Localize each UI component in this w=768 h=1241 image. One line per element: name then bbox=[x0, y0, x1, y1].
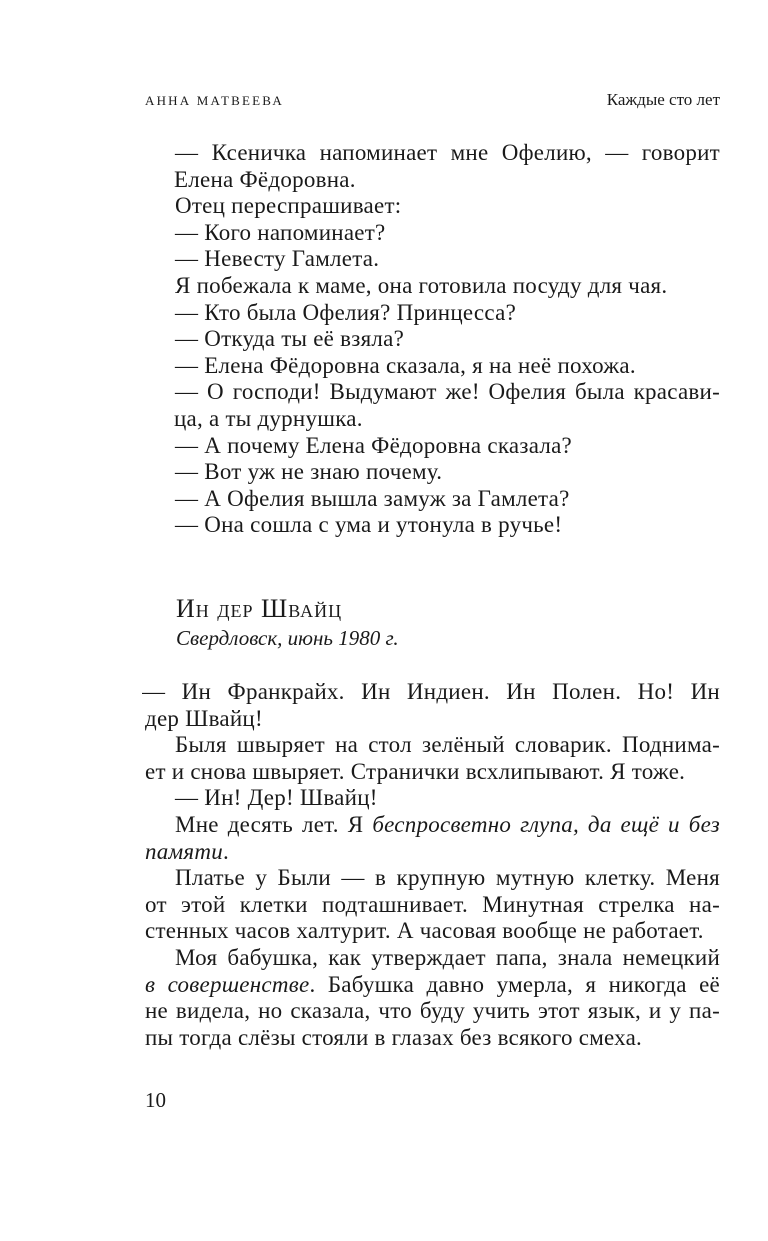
text-run: от этой клетки подташнивает. Минутная стрелка на- bbox=[145, 891, 720, 917]
text-run: — Кого напоминает? bbox=[175, 219, 386, 245]
text-run: . bbox=[222, 838, 229, 864]
text-line bbox=[145, 892, 720, 919]
text-run: . Бабушка давно умерла, я никогда её bbox=[309, 971, 720, 997]
text-run: — А Офелия вышла замуж за Гамлета? bbox=[175, 485, 570, 511]
italic-text: памяти bbox=[145, 838, 223, 864]
text-run: — Откуда ты её взяла? bbox=[175, 326, 405, 352]
text-line bbox=[145, 759, 720, 786]
chapter-title: Ин дер Швайц bbox=[176, 594, 343, 623]
text-run: — Кто была Офелия? Принцесса? bbox=[175, 299, 517, 325]
text-run: Моя бабушка, как утверждает папа, знала немецкий bbox=[175, 944, 720, 970]
text-line bbox=[174, 486, 720, 513]
text-run: Быля швыряет на стол зелёный словарик. Поднима- bbox=[175, 732, 720, 758]
text-run: — Елена Фёдоровна сказала, я на неё похожа. bbox=[175, 352, 636, 378]
text-run: Елена Фёдоровна. bbox=[174, 166, 356, 192]
text-line bbox=[145, 998, 720, 1025]
text-line bbox=[174, 220, 720, 247]
running-head-author: АННА МАТВЕЕВА bbox=[145, 93, 284, 108]
text-line bbox=[145, 785, 720, 812]
text-line bbox=[145, 972, 720, 999]
text-line bbox=[145, 812, 720, 839]
page-number: 10 bbox=[145, 1088, 166, 1112]
text-section-chapter-body bbox=[142, 679, 720, 1051]
text-line bbox=[174, 353, 720, 380]
text-line bbox=[174, 246, 720, 273]
text-run: — Ксеничка напоминает мне Офелию, — говорит bbox=[175, 140, 720, 165]
text-run: не видела, но сказала, что буду учить этот язык, и у па- bbox=[145, 998, 720, 1024]
text-line bbox=[145, 839, 720, 866]
text-run: — Вот уж не знаю почему. bbox=[175, 459, 443, 485]
text-run: — А почему Елена Фёдоровна сказала? bbox=[175, 432, 572, 458]
text-run: ца, а ты дурнушка. bbox=[174, 405, 363, 431]
italic-text: беспросветно глупа, да ещё и без bbox=[372, 811, 720, 837]
text-run: — Невесту Гамлета. bbox=[175, 246, 380, 272]
text-line bbox=[174, 406, 720, 433]
text-line bbox=[174, 512, 720, 539]
text-run: стенных часов халтурит. А часовая вообще не работает. bbox=[145, 918, 704, 944]
text-run: Я побежала к маме, она готовила посуду для чая. bbox=[175, 272, 668, 298]
italic-text: в совершенстве bbox=[145, 971, 310, 997]
text-line bbox=[142, 679, 720, 706]
text-run: — Ин! Дер! Швайц! bbox=[175, 785, 378, 811]
text-line bbox=[174, 379, 720, 406]
text-line bbox=[174, 273, 720, 300]
text-run: — Она сошла с ума и утонула в ручье! bbox=[175, 512, 563, 538]
text-line bbox=[145, 1025, 720, 1052]
text-run: Платье у Были — в крупную мутную клетку. Меня bbox=[175, 865, 720, 891]
running-head-book-title: Каждые сто лет bbox=[606, 90, 720, 109]
text-run: — О господи! Выдумают же! Офелия была красави- bbox=[175, 379, 720, 405]
text-line bbox=[145, 865, 720, 892]
text-run: ет и снова швыряет. Странички всхлипывают. Я тоже. bbox=[145, 758, 686, 784]
text-run: дер Швайц! bbox=[145, 705, 263, 731]
text-line bbox=[174, 140, 720, 167]
text-line bbox=[145, 918, 720, 945]
text-line bbox=[174, 433, 720, 460]
text-line bbox=[145, 732, 720, 759]
text-section-dialogue bbox=[174, 140, 720, 539]
text-line bbox=[174, 167, 720, 194]
text-line bbox=[174, 326, 720, 353]
text-run: Мне десять лет. Я bbox=[175, 811, 373, 837]
text-run: пы тогда слёзы стояли в глазах без всякого смеха. bbox=[145, 1024, 643, 1050]
text-line bbox=[145, 945, 720, 972]
text-line bbox=[145, 706, 720, 733]
text-line bbox=[174, 300, 720, 327]
text-line bbox=[174, 459, 720, 486]
text-run: — Ин Франкрайх. Ин Индиен. Ин Полен. Но! Ин bbox=[142, 679, 720, 704]
text-line bbox=[174, 193, 720, 220]
text-run: Отец переспрашивает: bbox=[175, 193, 402, 219]
chapter-subtitle: Свердловск, июнь 1980 г. bbox=[176, 626, 399, 650]
